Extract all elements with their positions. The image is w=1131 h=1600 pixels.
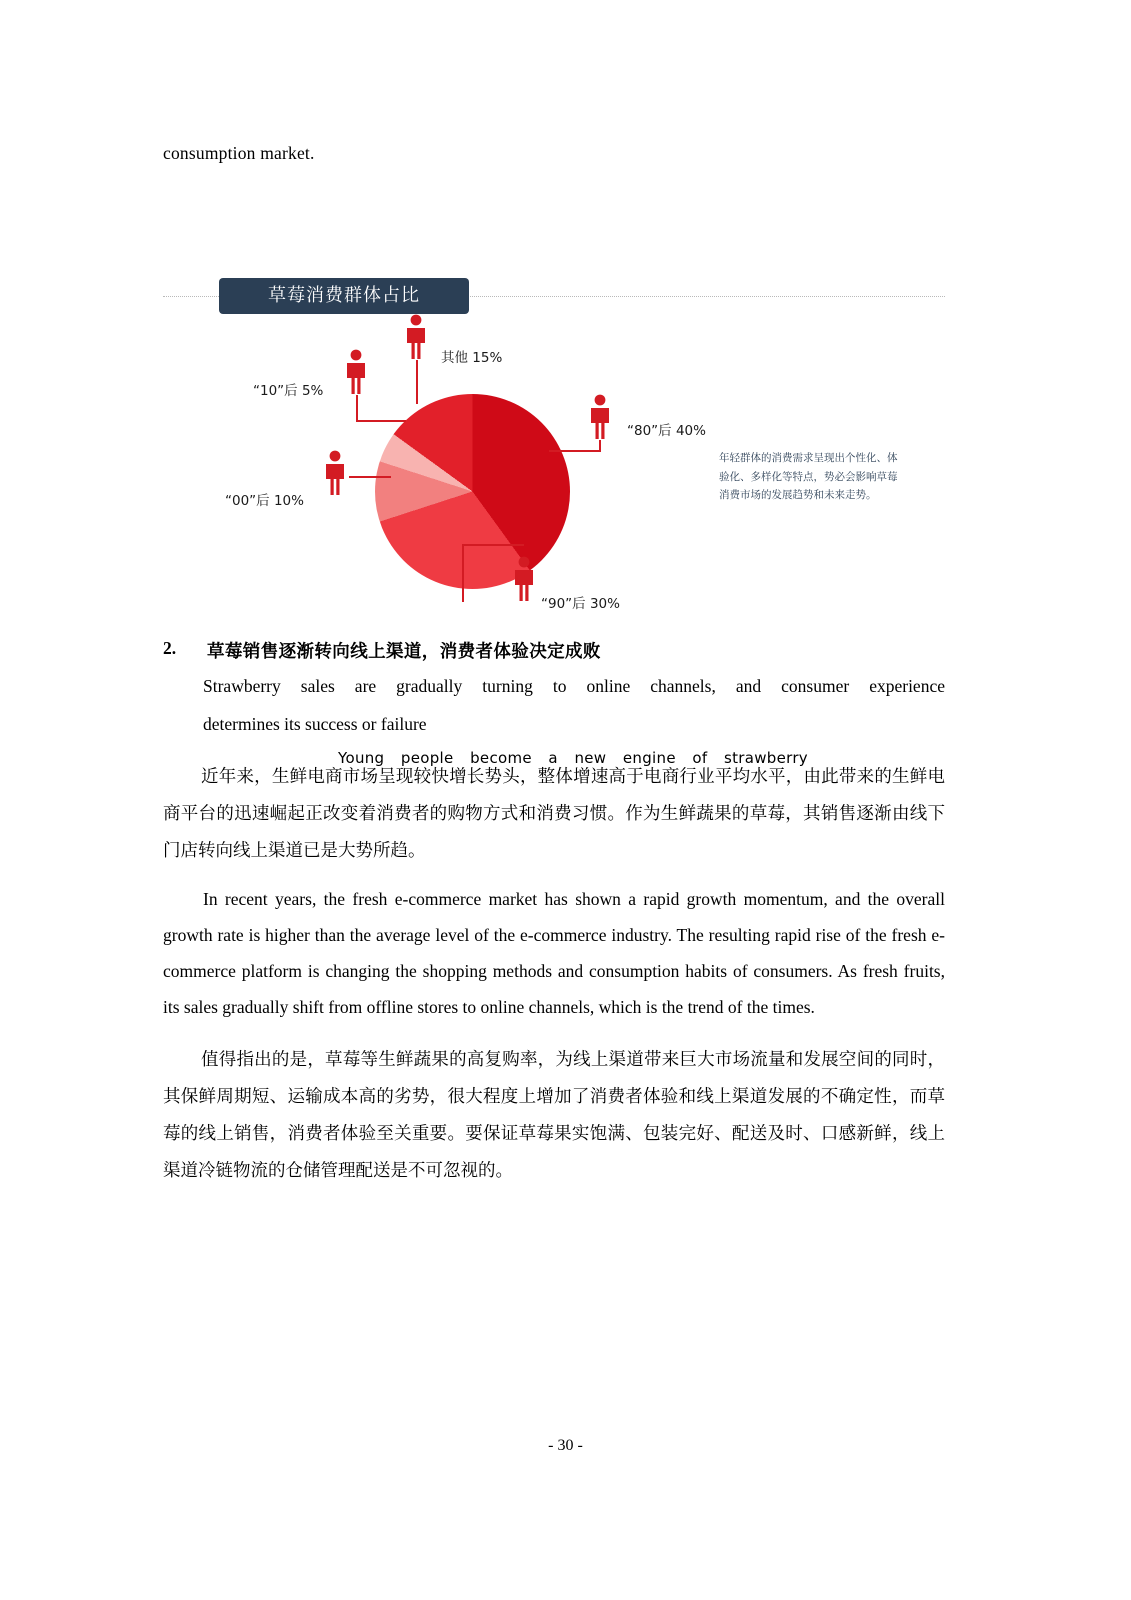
section-number: 2. — [163, 638, 177, 659]
leader-line-other — [416, 360, 418, 404]
figure-caption: Young people become a new engine of strawberry — [338, 749, 808, 768]
leader-line-80s-v — [599, 440, 601, 452]
callout-label-80s: “80”后 40% — [627, 423, 706, 440]
person-icon-90s — [511, 556, 537, 602]
section-heading-en-line2: determines its success or failure — [203, 714, 427, 735]
section-heading — [163, 638, 945, 663]
leader-line-10s-v — [356, 395, 358, 421]
callout-label-10s: “10”后 5% — [253, 383, 324, 400]
leader-line-80s-h — [549, 450, 601, 452]
figure-title-badge: 草莓消费群体占比 — [219, 278, 469, 314]
figure-note: 年轻群体的消费需求呈现出个性化、体验化、多样化等特点，势必会影响草莓消费市场的发展趋势和未来走势。 — [719, 452, 898, 501]
paragraph-cn-2: 值得指出的是，草莓等生鲜蔬果的高复购率，为线上渠道带来巨大市场流量和发展空间的同时，其保鲜周期短、运输成本高的劣势，很大程度上增加了消费者体验和线上渠道发展的不确定性，而草莓的线上销售，消费者体验至关重要。要保证草莓果实饱满、包装完好、配送及时、口感新鲜，线上渠道冷链物流的仓储管理配送是不可忽视的。 — [163, 1049, 945, 1182]
pie-slices — [375, 394, 570, 589]
lead-line: consumption market. — [163, 143, 315, 163]
leader-line-00s — [349, 476, 391, 478]
callout-label-00s: “00”后 10% — [225, 493, 304, 510]
page-content — [163, 140, 945, 1190]
section-heading-cn: 草莓销售逐渐转向线上渠道，消费者体验决定成败 — [207, 641, 601, 662]
section-heading-en-line1: Strawberry sales are gradually turning to online channels, and consumer experience — [203, 676, 945, 697]
callout-label-other: 其他 15% — [441, 350, 503, 367]
pie-chart — [375, 394, 570, 589]
person-icon-00s — [322, 450, 348, 496]
person-icon-other — [403, 314, 429, 360]
paragraph-cn-1: 近年来，生鲜电商市场呈现较快增长势头，整体增速高于电商行业平均水平，由此带来的生鲜电商平台的迅速崛起正改变着消费者的购物方式和消费习惯。作为生鲜蔬果的草莓，其销售逐渐由线下门店转向线上渠道已是大势所趋。 — [163, 767, 945, 862]
page-number: - 30 - — [548, 1437, 583, 1454]
callout-label-90s: “90”后 30% — [541, 596, 620, 613]
leader-line-90s-v — [462, 544, 464, 602]
person-icon-80s — [587, 394, 613, 440]
leader-line-10s-h — [356, 420, 406, 422]
paragraph-en-1: In recent years, the fresh e-commerce market has shown a rapid growth momentum, and the overall growth rate is higher than the average level of the e-commerce industry. The resulting rapid rise of the fresh e-commerce platform is changing the shopping methods and consumption habits of consumers. As fresh fruits, its sales gradually shift from offline stores to online channels, which is the trend of the times. — [163, 889, 945, 1017]
person-icon-10s — [343, 349, 369, 395]
leader-line-90s-h — [462, 544, 524, 546]
